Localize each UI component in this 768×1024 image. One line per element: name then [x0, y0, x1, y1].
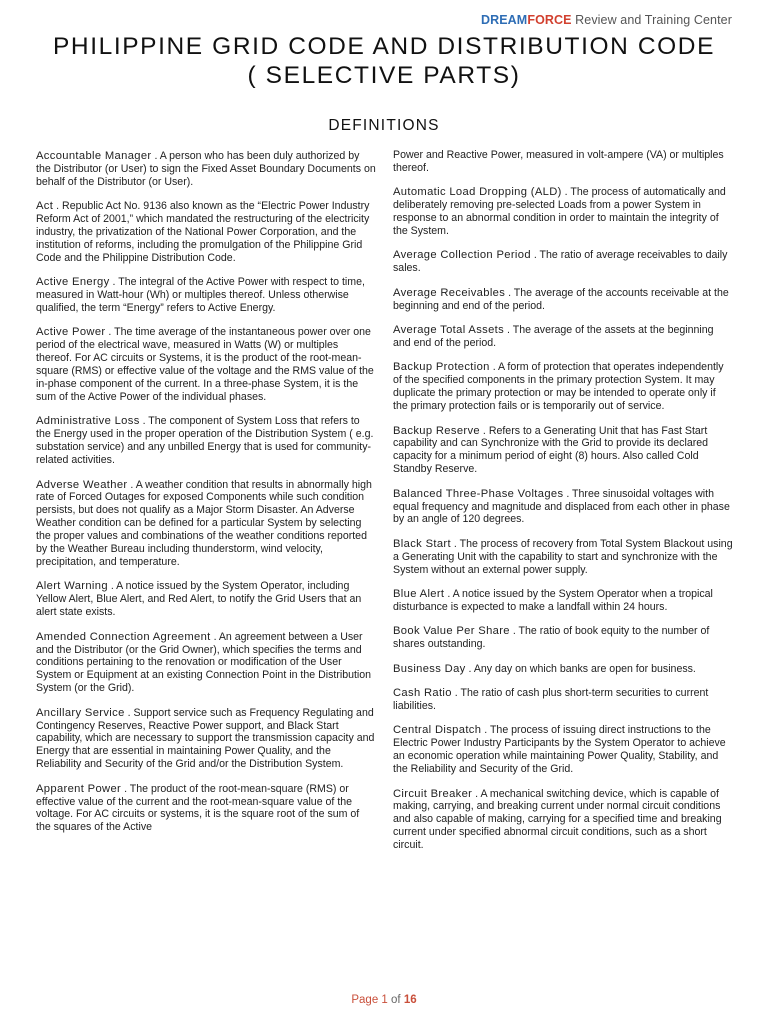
definition-text: . A person who has been duly authorized by the Distributor (or User) to sign the Fixed Asset Boundary Documents on behalf of the Distributor (or User). [36, 150, 376, 188]
brand-header [481, 13, 732, 27]
definition-entry [393, 324, 733, 350]
section-heading: DEFINITIONS [328, 117, 440, 134]
definition-term: Administrative Loss [36, 415, 140, 428]
definition-term: Blue Alert [393, 588, 445, 601]
definition-text: . The average of the accounts receivable at the beginning and end of the period. [393, 286, 729, 312]
definition-text: . An agreement between a User and the Distributor (or the Grid Owner), which specifies the terms and conditions pertaining to the renovation or modification of the User System or Equipment at an existing Connection Point in the Distribution System (or the Grid). [36, 630, 372, 695]
brand-dream: DREAM [480, 13, 528, 27]
definition-term: Accountable Manager [36, 150, 152, 162]
definition-term: Act [36, 200, 54, 213]
definition-text: . A notice issued by the System Operator when a tropical disturbance is expected to make a landfall within 24 hours. [393, 588, 713, 613]
definition-entry [36, 783, 376, 835]
definition-text: . A weather condition that results in abnormally high rate of Forced Outages for exposed Components while such condition persists, but does not qualify as a Major Storm Disaster. An Adverse Weather condition can be defined for a particular System by selecting the proper values and combinations of the weather conditions reported by the Weather Bureau including thunderstorm, wind velocity, precipitation, and temperature. [36, 478, 372, 568]
definition-text: . Support service such as Frequency Regulating and Contingency Reserves, Reactive Power support, and Black Start capability, which are necessary to support the transmission capacity and Energy that are essential in maintaining Power Quality, and the Reliability and Security of the Grid and/or the Distribution System. [36, 706, 375, 771]
page-indicator [0, 994, 768, 1006]
definition-entry [393, 249, 733, 275]
definition-text: . A notice issued by the System Operator, including Yellow Alert, Blue Alert, and Red Alert, to notify the Grid Users that an alert state exists. [36, 580, 362, 619]
definition-text: . Three sinusoidal voltages with equal frequency and magnitude and displaced from each other in phase by an angle of 120 degrees. [393, 487, 730, 526]
definition-entry [393, 663, 733, 676]
definition-entry [36, 276, 376, 315]
brand-suffix: Review and Training Center [571, 13, 732, 27]
definition-entry [36, 580, 376, 619]
definition-entry [36, 415, 376, 467]
definition-entry [393, 724, 733, 776]
definition-text: . The time average of the instantaneous power over one period of the electrical wave, measured in Watts (W) or multiples thereof. For AC circuits or Systems, it is the product of the root-mean-square (RMS) or effective value of the voltage and the RMS value of the in-phase component of the current. In a three-phase System, it is the sum of the Active Power of the individual phases. [36, 326, 374, 403]
definition-text: . A form of protection that operates independently of the specified components in the primary protection System. It may duplicate the primary protection or may be intended to operate only if the primary protection fails or is temporarily out of service. [393, 361, 724, 413]
title-line-2: ( SELECTIVE PARTS) [247, 62, 521, 89]
brand-force: FORCE [527, 13, 572, 27]
definition-entry [36, 326, 376, 403]
definition-entry [393, 361, 733, 413]
definition-term: Business Day [393, 662, 466, 675]
definition-text: . The ratio of book equity to the number of shares outstanding. [393, 625, 710, 651]
definition-entry [393, 287, 733, 313]
definition-text: . The process of issuing direct instructions to the Electric Power Industry Participants by the System Operator to achieve an economic operation while maintaining Power Quality, Stability, and the Reliability and Security of the Grid. [393, 724, 726, 776]
definition-term: Backup Protection [393, 361, 490, 374]
definition-entry [36, 707, 376, 772]
page-current: 1 [381, 994, 388, 1006]
definition-text: . The process of recovery from Total System Blackout using a Generating Unit with the capability to start and synchronize with the System without an external power supply. [393, 537, 733, 576]
definition-entry [393, 788, 733, 853]
definition-term: Adverse Weather [36, 478, 128, 491]
definition-term: Balanced Three-Phase Voltages [393, 487, 564, 500]
definition-text: . Refers to a Generating Unit that has Fast Start capability and can Synchronize with the Grid to provide its declared capacity for a minimum period of eight (8) hours. Also called Cold Standby Reserve. [393, 424, 709, 476]
page-label: Page [351, 994, 379, 1006]
definition-entry [393, 625, 733, 651]
definition-entry [393, 687, 733, 713]
left-column [36, 150, 376, 846]
definition-text: . A mechanical switching device, which is capable of making, carrying, and breaking current under normal circuit conditions and also capable of making, carrying for a specified time and breaking current under specified abnormal circuit conditions, such as a short circuit. [393, 787, 722, 852]
definition-text: . The component of System Loss that refers to the Energy used in the proper operation of the Distribution System ( e.g. substation service) and any unbilled Energy that is used for community-related activities. [36, 415, 374, 467]
definition-term: Average Receivables [393, 286, 506, 299]
definition-term: Active Power [36, 326, 106, 339]
definition-term: Average Collection Period [393, 249, 531, 262]
definition-term: Backup Reserve [393, 424, 480, 437]
definition-text: . The integral of the Active Power with respect to time, measured in Watt-hour (Wh) or multiples thereof. Unless otherwise qualified, the term “Energy” refers to Active Energy. [36, 276, 365, 315]
definition-text: . The ratio of cash plus short-term securities to current liabilities. [393, 687, 709, 712]
definition-term: Cash Ratio [393, 687, 452, 700]
definition-continuation: Power and Reactive Power, measured in volt-ampere (VA) or multiples thereof. [393, 149, 724, 174]
definition-term: Apparent Power [36, 782, 122, 795]
definition-text: . Any day on which banks are open for business. [465, 662, 696, 675]
definition-term: Amended Connection Agreement [36, 630, 211, 643]
definition-text: . The product of the root-mean-square (RMS) or effective value of the current and the root-mean-square value of the voltage. For AC circuits or systems, it is the square root of the sum of the squares of the Active [36, 782, 360, 834]
definition-entry [393, 425, 733, 477]
definition-entry [393, 538, 733, 577]
definition-entry [393, 488, 733, 527]
document-title [0, 32, 768, 90]
definition-entry [393, 588, 733, 614]
definition-entry [36, 479, 376, 569]
definition-text: . Republic Act No. 9136 also known as the “Electric Power Industry Reform Act of 2001,” which mandated the restructuring of the electricity industry, the privatization of the National Power Corporation, and the institution of reforms, including the promulgation of the Philippine Grid Code and the Philippine Distribution Code. [36, 200, 370, 264]
title-line-1: PHILIPPINE GRID CODE AND DISTRIBUTION CODE [52, 33, 716, 60]
definition-term: Circuit Breaker [393, 787, 473, 800]
definition-entry [36, 200, 376, 265]
definition-entry [36, 150, 376, 189]
definition-text: . The ratio of average receivables to daily sales. [393, 249, 728, 275]
definition-text: . The average of the assets at the beginning and end of the period. [393, 324, 714, 349]
definition-term: Automatic Load Dropping (ALD) [393, 186, 562, 199]
definition-text: . The process of automatically and deliberately removing pre-selected Loads from a power System in response to an abnormal condition in order to maintain the integrity of the System. [393, 186, 726, 238]
definition-term: Ancillary Service [36, 706, 125, 719]
definition-term: Book Value Per Share [393, 625, 510, 638]
definition-term: Active Energy [36, 276, 110, 289]
definition-term: Average Total Assets [393, 324, 505, 337]
page-total: 16 [403, 994, 417, 1006]
definition-entry [393, 186, 733, 238]
definition-term: Central Dispatch [393, 724, 482, 737]
definition-term: Alert Warning [36, 580, 108, 593]
page-of-label: of [391, 994, 401, 1006]
right-column [393, 149, 733, 864]
definition-term: Black Start [393, 537, 451, 550]
definition-entry [36, 631, 376, 696]
